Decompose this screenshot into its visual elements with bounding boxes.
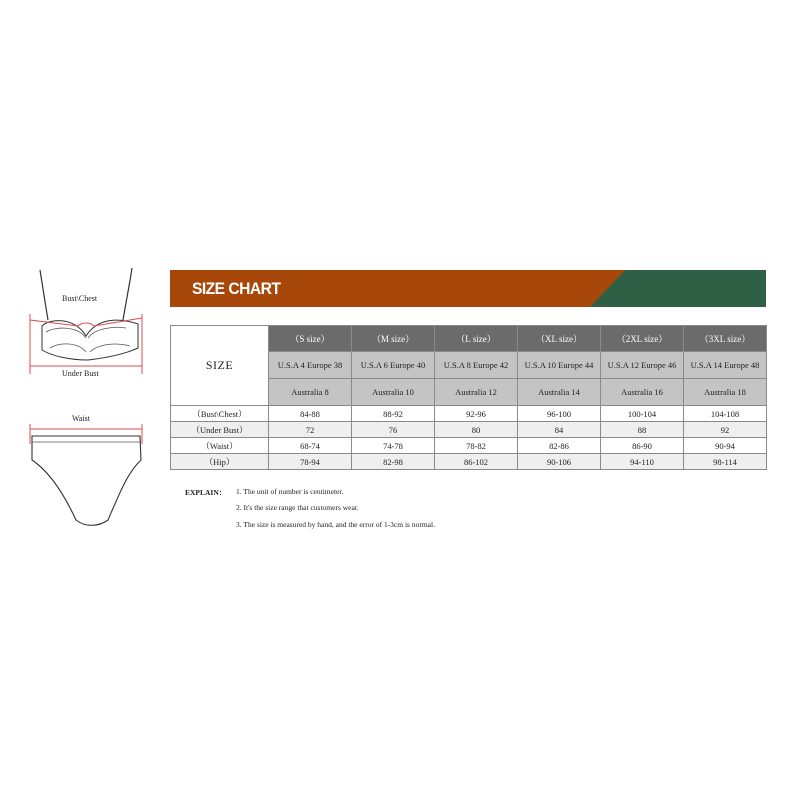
row-label: （Hip） (171, 454, 269, 470)
table-cell: 82-86 (518, 438, 601, 454)
explain-note: 2. It's the size range that customers wear. (236, 503, 359, 512)
table-cell: 76 (352, 422, 435, 438)
bust-chest-label: Bust\Chest (62, 294, 98, 303)
table-cell: 78-82 (435, 438, 518, 454)
table-cell: 94-110 (601, 454, 684, 470)
table-cell: 92 (684, 422, 767, 438)
bra-figure (20, 262, 160, 382)
size-header: （L size） (435, 326, 518, 352)
us-eu-cell: U.S.A 6 Europe 40 (352, 352, 435, 379)
table-cell: 88-92 (352, 406, 435, 422)
australia-cell: Australia 16 (601, 379, 684, 406)
table-cell: 84 (518, 422, 601, 438)
row-label: （Waist） (171, 438, 269, 454)
size-corner-label: SIZE (171, 326, 269, 406)
australia-cell: Australia 8 (269, 379, 352, 406)
hip-row (171, 454, 767, 470)
briefs-illustration (20, 412, 160, 537)
table-cell: 80 (435, 422, 518, 438)
australia-cell: Australia 14 (518, 379, 601, 406)
size-header-row (171, 326, 767, 352)
australia-cell: Australia 10 (352, 379, 435, 406)
table-cell: 90-106 (518, 454, 601, 470)
table-cell: 92-96 (435, 406, 518, 422)
us-eu-cell: U.S.A 4 Europe 38 (269, 352, 352, 379)
table-cell: 68-74 (269, 438, 352, 454)
table-cell: 88 (601, 422, 684, 438)
bust-chest-row (171, 406, 767, 422)
under-bust-row (171, 422, 767, 438)
table-cell: 90-94 (684, 438, 767, 454)
size-table (170, 325, 767, 470)
size-header: （2XL size） (601, 326, 684, 352)
table-cell: 74-78 (352, 438, 435, 454)
us-eu-cell: U.S.A 8 Europe 42 (435, 352, 518, 379)
australia-cell: Australia 18 (684, 379, 767, 406)
table-cell: 78-94 (269, 454, 352, 470)
us-eu-cell: U.S.A 14 Europe 48 (684, 352, 767, 379)
table-cell: 86-90 (601, 438, 684, 454)
table-cell: 104-108 (684, 406, 767, 422)
waist-row (171, 438, 767, 454)
briefs-figure (20, 412, 160, 537)
explain-label: EXPLAIN： (185, 488, 227, 497)
size-header: （M size） (352, 326, 435, 352)
row-label: （Bust\Chest） (171, 406, 269, 422)
table-cell: 96-100 (518, 406, 601, 422)
table-cell: 100-104 (601, 406, 684, 422)
size-chart-banner (170, 270, 766, 307)
size-header: （3XL size） (684, 326, 767, 352)
row-label: （Under Bust） (171, 422, 269, 438)
us-eu-cell: U.S.A 12 Europe 46 (601, 352, 684, 379)
size-header: （S size） (269, 326, 352, 352)
table-cell: 82-98 (352, 454, 435, 470)
size-header: （XL size） (518, 326, 601, 352)
us-eu-cell: U.S.A 10 Europe 44 (518, 352, 601, 379)
table-cell: 86-102 (435, 454, 518, 470)
table-cell: 84-88 (269, 406, 352, 422)
explain-note: 3. The size is measured by hand, and the error of 1-3cm is normal. (236, 520, 435, 529)
australia-cell: Australia 12 (435, 379, 518, 406)
table-cell: 72 (269, 422, 352, 438)
explain-note: 1. The unit of number is centimeter. (236, 487, 344, 496)
waist-label: Waist (72, 414, 91, 423)
table-cell: 98-114 (684, 454, 767, 470)
banner-title: SIZE CHART (192, 279, 281, 298)
bra-illustration (20, 262, 160, 382)
under-bust-label: Under Bust (62, 369, 99, 378)
